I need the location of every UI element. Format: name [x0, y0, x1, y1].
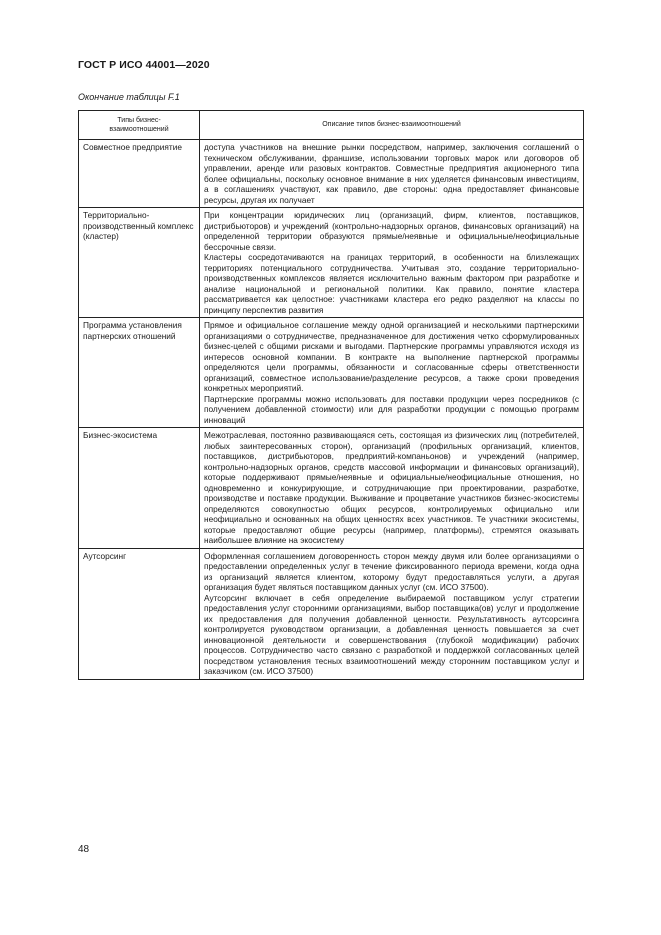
description-paragraph: Прямое и официальное соглашение между одной организацией и несколькими партнерскими организациями о сотрудничестве, предназначенное для достижения четко сформулированных бизнес-целей с общими рисками и выгодами. Партнерские программы управляются исходя из интересов основной компании. В контракте на выполнение партнерской программы определяются цели программы, обязанности и согласованные сферы ответственности организаций, совместное использование/разделение ресурсов, а также сроки проведения конкретных мероприятий. — [204, 320, 579, 393]
table-header-row — [79, 111, 584, 140]
description-paragraph: Межотраслевая, постоянно развивающаяся сеть, состоящая из физических лиц (потребителей, любых заинтересованных сторон), организаций (профильных организаций, клиентов, поставщиков, дистрибьюторов, предприятий-компаньонов) и учреждений (например, контрольно-надзорных органов, средств массовой информации и финансовых организаций), которые поддерживают прямые/неявные и официальные/неофициальные отношения, но одновременно и конкурирующие, и сотрудничающие при проектировании, разработке, производстве и поставке продукции. Выживание и процветание участников бизнес-экосистемы определяются совокупностью общих ресурсов, контролируемых официально или неофициально и основанных на общих ценностях всех участников. Те участники экосистемы, которые предоставляют общие ресурсы (например, платформы), стремятся оказывать наибольшее влияние на экосистему — [204, 430, 579, 545]
relationship-description-cell — [200, 318, 584, 428]
table-body — [79, 140, 584, 680]
table-row — [79, 548, 584, 679]
relationship-description-cell — [200, 208, 584, 318]
description-paragraph: Аутсорсинг включает в себя определение выбираемой поставщиком услуг стратегии предоставления услуг сторонними организациями, выбор поставщика(ов) услуг и продолжение их предоставления для получения добавленной ценности. Результативность аутсорсинга контролируется руководством организации, а добавленная ценность повышается за счет инновационной деятельности и совершенствования (глубокой модификации) рабочих процессов. Сотрудничество часто связано с разработкой и поддержкой согласованных целей посредством установления тесных взаимоотношений между сторонним поставщиком услуг и заказчиком (см. ИСО 37500) — [204, 592, 579, 676]
table-row — [79, 208, 584, 318]
table-row — [79, 428, 584, 549]
table-caption: Окончание таблицы F.1 — [78, 92, 180, 102]
business-relationships-table — [78, 110, 584, 680]
relationship-description-cell — [200, 548, 584, 679]
document-code-header: ГОСТ Р ИСО 44001—2020 — [78, 59, 210, 71]
relationship-type-cell: Совместное предприятие — [79, 140, 200, 208]
relationship-description-cell — [200, 428, 584, 549]
column-header-types: Типы бизнес- взаимоотношений — [79, 111, 200, 140]
relationship-type-cell: Аутсорсинг — [79, 548, 200, 679]
table-row — [79, 140, 584, 208]
description-paragraph: Оформленная соглашением договоренность сторон между двумя или более организациями о предоставлении определенных услуг в течение фиксированного периода времени, когда одна из организаций является клиентом, которому будут предоставляться услуги, а другая организация будет являться поставщиком данных услуг (см. ИСО 37500). — [204, 550, 579, 592]
description-paragraph: доступа участников на внешние рынки посредством, например, заключения соглашений о техническом обслуживании, франшизе, использовании торговых марок или договоров об управлении, аренде или разовых контрактов. Совместные предприятия акционерного типа более официальны, поскольку основное внимание в них уделяется финансовым инвестициям, а в соглашениях участвуют, как правило, две стороны: одна предоставляет финансовые ресурсы, другая их получает — [204, 142, 579, 205]
description-paragraph: Кластеры сосредотачиваются на границах территорий, в особенности на близлежащих территориях потенциального сотрудничества. Учитывая это, создание территориально-производственных комплексов является исключительно важным фактором при разработке и анализе национальной и региональной политики. Как правило, понятие кластера рассматривается как целостное: участниками кластера его редко разделяют на классы по принципу перспектив развития — [204, 252, 579, 315]
relationship-type-cell: Программа установления партнерских отношений — [79, 318, 200, 428]
column-header-description: Описание типов бизнес-взаимоотношений — [200, 111, 584, 140]
description-paragraph: Партнерские программы можно использовать для поставки продукции через посредников (с получением добавленной стоимости) или для разработки продукции с помощью программ инноваций — [204, 393, 579, 425]
relationship-type-cell: Территориально-производственный комплекс (кластер) — [79, 208, 200, 318]
description-paragraph: При концентрации юридических лиц (организаций, фирм, клиентов, поставщиков, дистрибьюторов) и учреждений (контрольно-надзорных органов, финансовых организаций) на определенной территории образуются прямые/неявные и официальные/неофициальные бессрочные связи. — [204, 210, 579, 252]
relationship-type-cell: Бизнес-экосистема — [79, 428, 200, 549]
page-number: 48 — [78, 844, 90, 855]
relationship-description-cell — [200, 140, 584, 208]
table-row — [79, 318, 584, 428]
